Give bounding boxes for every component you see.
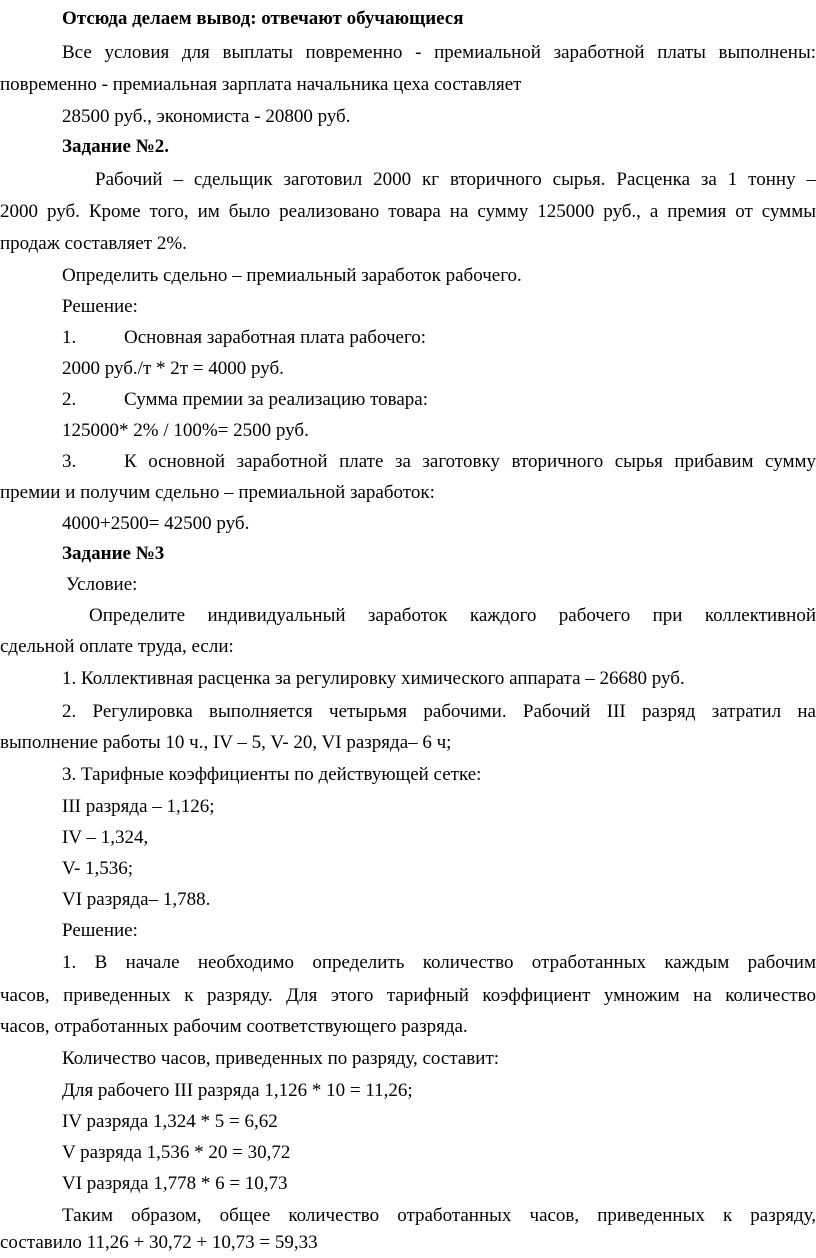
solution-text: 1. В начале необходимо определить количество отработанных каждым рабочим bbox=[62, 952, 816, 973]
step-text: Основная заработная плата рабочего: bbox=[124, 327, 427, 348]
task-2-heading: Задание №2. bbox=[62, 136, 170, 157]
condition-item-1: 1. Коллективная расценка за регулировку химического аппарата – 26680 руб. bbox=[62, 668, 685, 689]
solution-label: Решение: bbox=[62, 296, 138, 317]
coefficient-line: V- 1,536; bbox=[62, 858, 134, 879]
task-2-question: Определить сдельно – премиальный заработок рабочего. bbox=[62, 265, 522, 286]
step-text: К основной заработной плате за заготовку вторичного сырья прибавим сумму bbox=[124, 451, 816, 472]
task-2-text: Рабочий – сдельщик заготовил 2000 кг вторичного сырья. Расценка за 1 тонну – bbox=[95, 169, 816, 190]
task-2-text: 2000 руб. Кроме того, им было реализовано товара на сумму 125000 руб., а премия от суммы bbox=[0, 201, 816, 222]
list-number: 2. bbox=[62, 389, 77, 410]
calc-line: IV разряда 1,324 * 5 = 6,62 bbox=[62, 1111, 278, 1132]
condition-label: Условие: bbox=[66, 574, 138, 595]
coefficient-line: VI разряда– 1,788. bbox=[62, 889, 211, 910]
summary-text: Таким образом, общее количество отработанных часов, приведенных к разряду, bbox=[62, 1205, 816, 1226]
list-number: 3. bbox=[62, 451, 77, 472]
solution-step-1 bbox=[62, 323, 816, 353]
summary-text: составило 11,26 + 30,72 + 10,73 = 59,33 bbox=[0, 1232, 318, 1253]
task-3-heading: Задание №3 bbox=[62, 543, 165, 564]
task-3-text: Определите индивидуальный заработок каждого рабочего при коллективной bbox=[89, 605, 816, 626]
paragraph-line: повременно - премиальная зарплата начальника цеха составляет bbox=[0, 74, 522, 95]
calc-line: V разряда 1,536 * 20 = 30,72 bbox=[62, 1142, 291, 1163]
coefficient-line: IV – 1,324, bbox=[62, 827, 149, 848]
solution-label: Решение: bbox=[62, 920, 138, 941]
list-number: 1. bbox=[62, 327, 77, 348]
solution-text: часов, отработанных рабочим соответствующего разряда. bbox=[0, 1016, 468, 1037]
solution-text: Количество часов, приведенных по разряду, составит: bbox=[62, 1048, 500, 1069]
formula-line: 125000* 2% / 100%= 2500 руб. bbox=[62, 420, 309, 441]
calc-line: VI разряда 1,778 * 6 = 10,73 bbox=[62, 1173, 288, 1194]
solution-step-2 bbox=[62, 385, 816, 415]
calc-line: Для рабочего III разряда 1,126 * 10 = 11,26; bbox=[62, 1080, 413, 1101]
paragraph-line: премии и получим сдельно – премиальной заработок: bbox=[0, 482, 435, 503]
coefficient-line: III разряда – 1,126; bbox=[62, 796, 215, 817]
condition-item-2-cont: выполнение работы 10 ч., IV – 5, V- 20, VI разряда– 6 ч; bbox=[0, 732, 452, 753]
task-2-text: продаж составляет 2%. bbox=[0, 233, 187, 254]
task-3-text: сдельной оплате труда, если: bbox=[0, 636, 234, 657]
condition-item-3: 3. Тарифные коэффициенты по действующей сетке: bbox=[62, 764, 482, 785]
solution-text: часов, приведенных к разряду. Для этого тарифный коэффициент умножим на количество bbox=[0, 985, 816, 1006]
paragraph-line: Все условия для выплаты повременно - премиальной заработной платы выполнены: bbox=[62, 42, 816, 63]
condition-item-2: 2. Регулировка выполняется четырьмя рабочими. Рабочий III разряд затратил на bbox=[62, 701, 816, 722]
formula-line: 4000+2500= 42500 руб. bbox=[62, 513, 250, 534]
solution-step-3 bbox=[62, 447, 816, 477]
formula-line: 2000 руб./т * 2т = 4000 руб. bbox=[62, 358, 284, 379]
paragraph-line: 28500 руб., экономиста - 20800 руб. bbox=[62, 106, 351, 127]
conclusion-heading: Отсюда делаем вывод: отвечают обучающиеся bbox=[62, 8, 464, 29]
step-text: Сумма премии за реализацию товара: bbox=[124, 389, 428, 410]
